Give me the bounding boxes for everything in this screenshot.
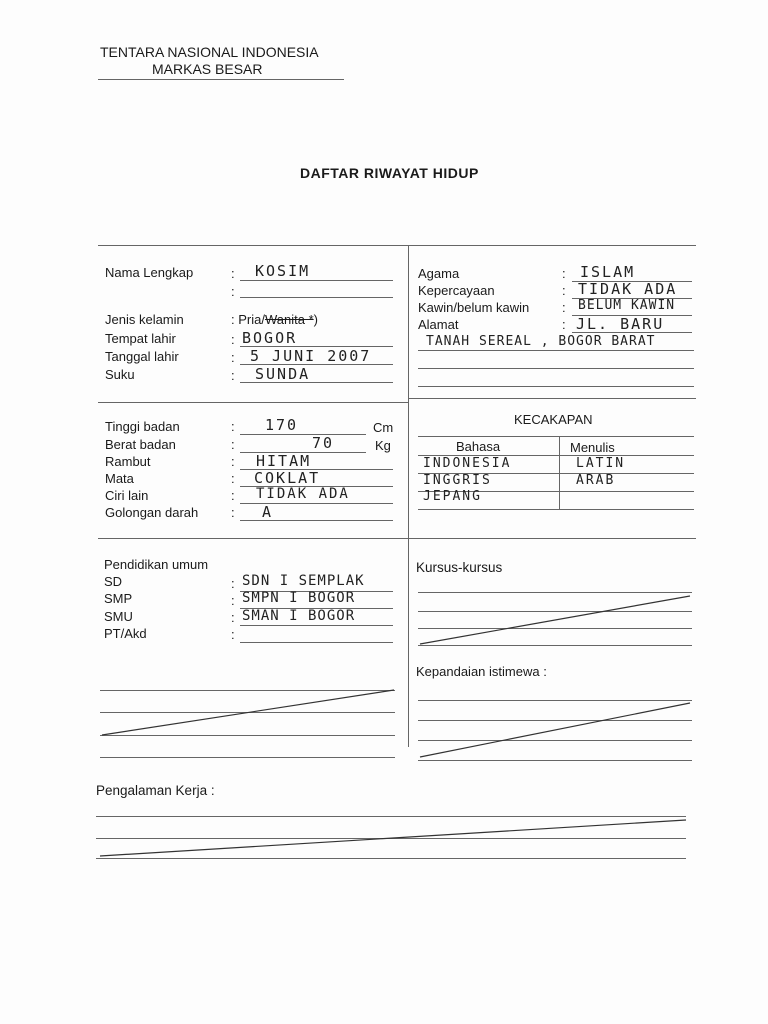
berat-unit: Kg [375,438,391,453]
colon: : [231,368,235,383]
jenis-label: Jenis kelamin [105,312,184,327]
col-bahasa: Bahasa [456,439,501,454]
kawin-label: Kawin/belum kawin [418,300,530,315]
tanggal-value: 5 JUNI 2007 [250,347,372,365]
colon: : [231,454,235,469]
table-cell: ARAB [576,473,616,488]
jenis-close: ) [313,312,318,327]
tinggi-value: 170 [265,416,299,434]
pt-label: PT/Akd [104,626,147,641]
rambut-label: Rambut [105,454,151,469]
tanggal-label: Tanggal lahir [105,349,179,364]
alamat-line2: TANAH SEREAL , BOGOR BARAT [426,334,656,349]
rambut-value: HITAM [256,452,312,470]
nama-label: Nama Lengkap [105,265,194,280]
kecakapan-title: KECAKAPAN [514,412,593,427]
kawin-value: BELUM KAWIN [578,298,676,313]
colon: : [231,593,235,608]
colon: : [231,266,235,281]
smp-value: SMPN I BOGOR [242,590,356,606]
berat-value: 70 [312,434,335,452]
org-sub: MARKAS BESAR [152,61,263,77]
alamat-label: Alamat [418,317,459,332]
alamat-value: JL. BARU [576,315,665,333]
nama-value: KOSIM [255,262,311,280]
kursus-title: Kursus-kursus [416,560,503,575]
kepandaian-title: Kepandaian istimewa : [416,664,547,679]
colon: : [231,610,235,625]
smu-label: SMU [104,609,133,624]
colon: : [231,471,235,486]
colon: : [231,437,235,452]
mata-label: Mata [105,471,134,486]
ciri-label: Ciri lain [105,488,149,503]
pendidikan-title: Pendidikan umum [104,557,209,572]
colon: : [231,332,235,347]
kepercayaan-label: Kepercayaan [418,283,495,298]
tempat-value: BOGOR [242,329,298,347]
agama-label: Agama [418,266,460,281]
colon: : [231,419,235,434]
sd-value: SDN I SEMPLAK [242,573,365,589]
colon: : [231,505,235,520]
ciri-value: TIDAK ADA [256,486,350,502]
colon: : [562,283,566,298]
col-menulis: Menulis [570,440,615,455]
table-cell: INGGRIS [423,473,492,488]
berat-label: Berat badan [105,437,176,452]
colon: : [231,627,235,642]
suku-label: Suku [105,367,135,382]
table-cell: INDONESIA [423,456,512,471]
colon: : [562,266,566,281]
pengalaman-title: Pengalaman Kerja : [96,783,215,798]
tinggi-label: Tinggi badan [105,419,180,434]
tempat-label: Tempat lahir [105,331,176,346]
smp-label: SMP [104,591,133,606]
sd-label: SD [104,574,123,589]
page-title: DAFTAR RIWAYAT HIDUP [300,165,479,181]
suku-value: SUNDA [255,365,311,383]
colon: : [562,300,566,315]
golongan-value: A [262,503,274,521]
colon: : [231,284,235,299]
org-name: TENTARA NASIONAL INDONESIA [100,44,319,60]
jenis-wanita: Wanita * [264,312,314,327]
smu-value: SMAN I BOGOR [242,608,356,624]
jenis-pria: Pria/ [238,312,265,327]
colon: : [562,317,566,332]
agama-value: ISLAM [580,263,636,281]
colon: : [231,576,235,591]
table-cell: LATIN [576,456,626,471]
table-cell: JEPANG [423,489,482,504]
mata-value: COKLAT [254,469,321,487]
colon: : [231,350,235,365]
golongan-label: Golongan darah [105,505,199,520]
colon: : [231,488,235,503]
tinggi-unit: Cm [373,420,394,435]
colon: : [231,312,235,327]
kepercayaan-value: TIDAK ADA [578,280,678,298]
